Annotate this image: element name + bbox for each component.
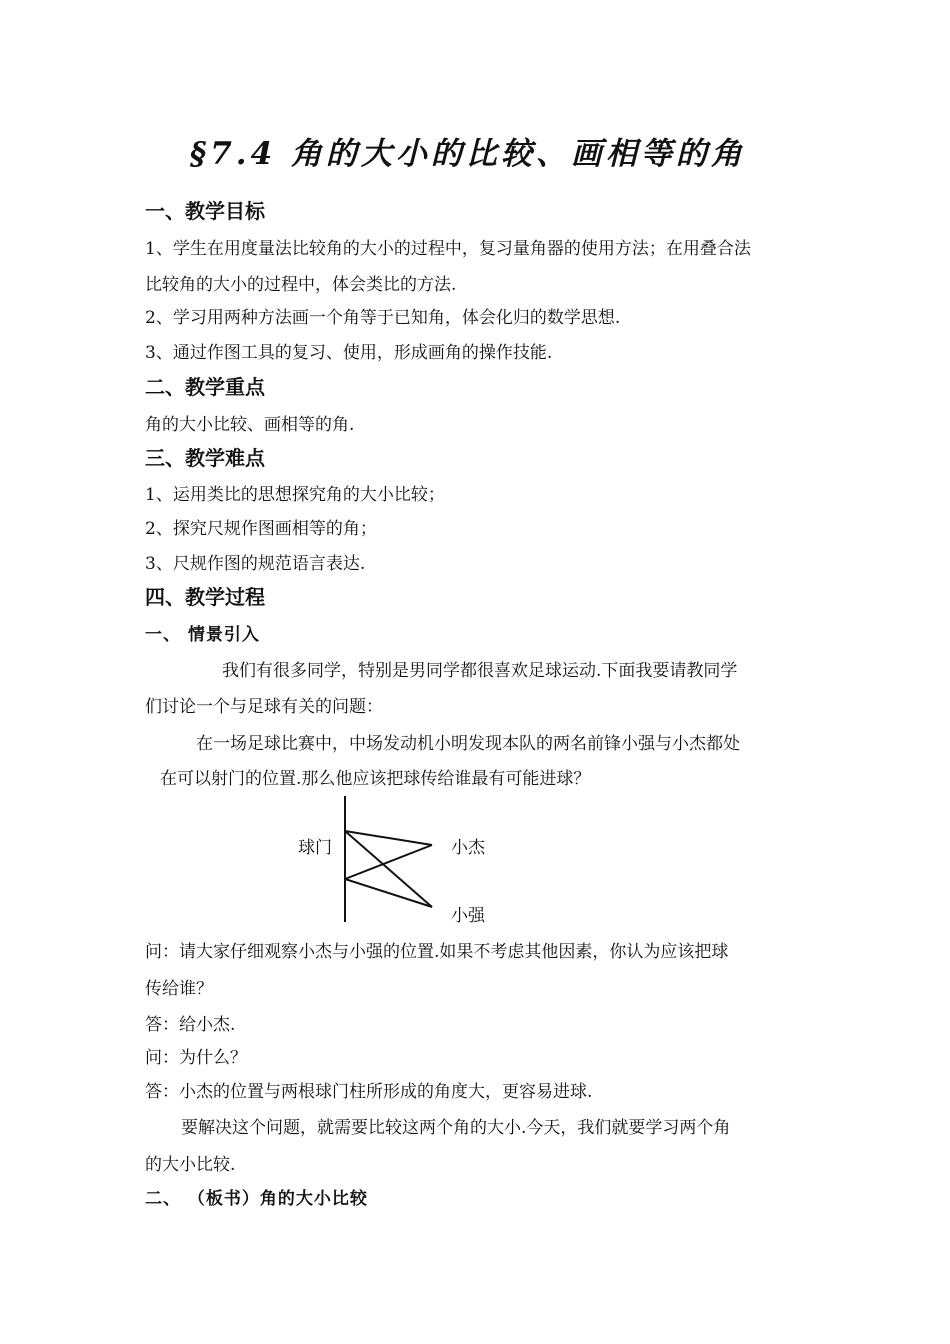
goal-1-line-b: 比较角的大小的过程中，体会类比的方法. xyxy=(145,275,457,295)
difficulty-3: 3、尺规作图的规范语言表达. xyxy=(145,554,366,574)
page-title: §7.4 角的大小的比较、画相等的角 xyxy=(190,136,746,172)
answer-1: 答：给小杰. xyxy=(145,1015,236,1035)
scenario-paragraph-line-b: 在可以射门的位置.那么他应该把球传给谁最有可能进球？ xyxy=(160,769,591,789)
goal-1-line-a: 1、学生在用度量法比较角的大小的过程中，复习量角器的使用方法；在用叠合法 xyxy=(145,239,751,259)
goal-2: 2、学习用两种方法画一个角等于已知角，体会化归的数学思想. xyxy=(145,308,621,328)
line-post-bottom-to-xiaoqiang xyxy=(345,879,432,907)
difficulty-2: 2、探究尺规作图画相等的角； xyxy=(145,519,377,539)
goal-label: 球门 xyxy=(298,838,332,858)
subheading-angle-comparison: 二、 （板书）角的大小比较 xyxy=(145,1189,368,1209)
xiaoqiang-label: 小强 xyxy=(451,906,485,926)
question-2: 问：为什么？ xyxy=(145,1048,247,1068)
heading-teaching-process: 四、教学过程 xyxy=(145,585,265,609)
line-post-bottom-to-xiaojie xyxy=(345,845,432,879)
heading-key-points: 二、教学重点 xyxy=(145,375,265,399)
goal-3: 3、通过作图工具的复习、使用，形成画角的操作技能. xyxy=(145,343,553,363)
conclusion-line-b: 的大小比较. xyxy=(145,1155,236,1175)
key-point-1: 角的大小比较、画相等的角. xyxy=(145,415,355,435)
question-1-line-b: 传给谁？ xyxy=(145,979,213,999)
scenario-paragraph-line-a: 在一场足球比赛中，中场发动机小明发现本队的两名前锋小强与小杰都处 xyxy=(196,734,740,754)
heading-teaching-goals: 一、教学目标 xyxy=(145,199,265,223)
difficulty-1: 1、运用类比的思想探究角的大小比较； xyxy=(145,485,445,505)
answer-2: 答：小杰的位置与两根球门柱所形成的角度大，更容易进球. xyxy=(145,1082,593,1102)
subheading-scenario-intro: 一、 情景引入 xyxy=(145,625,260,645)
intro-paragraph-line-a: 我们有很多同学，特别是男同学都很喜欢足球运动.下面我要请教同学 xyxy=(222,661,738,681)
intro-paragraph-line-b: 们讨论一个与足球有关的问题： xyxy=(145,697,383,717)
question-1-line-a: 问：请大家仔细观察小杰与小强的位置.如果不考虑其他因素，你认为应该把球 xyxy=(145,942,729,962)
heading-difficulties: 三、教学难点 xyxy=(145,446,265,470)
xiaojie-label: 小杰 xyxy=(451,838,485,858)
conclusion-line-a: 要解决这个问题，就需要比较这两个角的大小.今天，我们就要学习两个角 xyxy=(181,1118,731,1138)
